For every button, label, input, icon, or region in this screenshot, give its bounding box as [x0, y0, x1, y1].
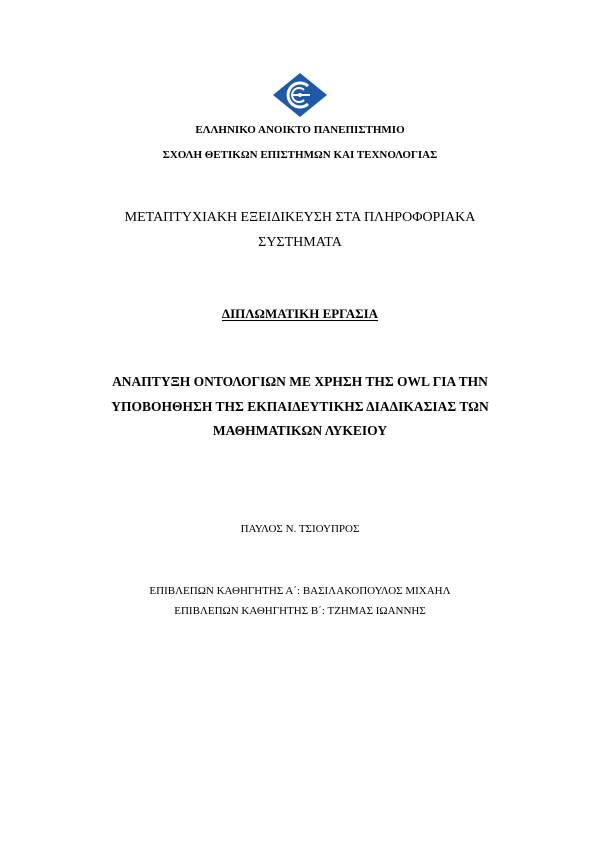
thesis-title-line-1: ΑΝΑΠΤΥΞΗ ΟΝΤΟΛΟΓΙΩΝ ΜΕ ΧΡΗΣΗ ΤΗΣ OWL ΓΙΑ ΤΗΝ	[112, 374, 488, 389]
university-name: ΕΛΛΗΝΙΚΟ ΑΝΟΙΚΤΟ ΠΑΝΕΠΙΣΤΗΜΙΟ	[195, 124, 405, 136]
supervisor-second: ΕΠΙΒΛΕΠΩΝ ΚΑΘΗΓΗΤΗΣ Β΄: ΤΖΗΜΑΣ ΙΩΑΝΝΗΣ	[174, 605, 426, 617]
university-logo-icon	[272, 72, 328, 118]
program-line-1: ΜΕΤΑΠΤΥΧΙΑΚΗ ΕΞΕΙΔΙΚΕΥΣΗ ΣΤΑ ΠΛΗΡΟΦΟΡΙΑΚΑ	[124, 210, 476, 225]
supervisor-first: ΕΠΙΒΛΕΠΩΝ ΚΑΘΗΓΗΤΗΣ Α΄: ΒΑΣΙΛΑΚΟΠΟΥΛΟΣ ΜΙΧΑΗΛ	[149, 585, 451, 597]
author-name: ΠΑΥΛΟΣ Ν. ΤΣΙΟΥΠΡΟΣ	[240, 523, 360, 535]
document-type: ΔΙΠΛΩΜΑΤΙΚΗ ΕΡΓΑΣΙΑ	[221, 306, 379, 321]
thesis-title-line-3: ΜΑΘΗΜΑΤΙΚΩΝ ΛΥΚΕΙΟΥ	[212, 423, 388, 438]
school-name: ΣΧΟΛΗ ΘΕΤΙΚΩΝ ΕΠΙΣΤΗΜΩΝ ΚΑΙ ΤΕΧΝΟΛΟΓΙΑΣ	[162, 149, 438, 161]
thesis-title-line-2: ΥΠΟΒΟΗΘΗΣΗ ΤΗΣ ΕΚΠΑΙΔΕΥΤΙΚΗΣ ΔΙΑΔΙΚΑΣΙΑΣ ΤΩΝ	[111, 399, 489, 414]
program-line-2: ΣΥΣΤΗΜΑΤΑ	[258, 235, 342, 250]
